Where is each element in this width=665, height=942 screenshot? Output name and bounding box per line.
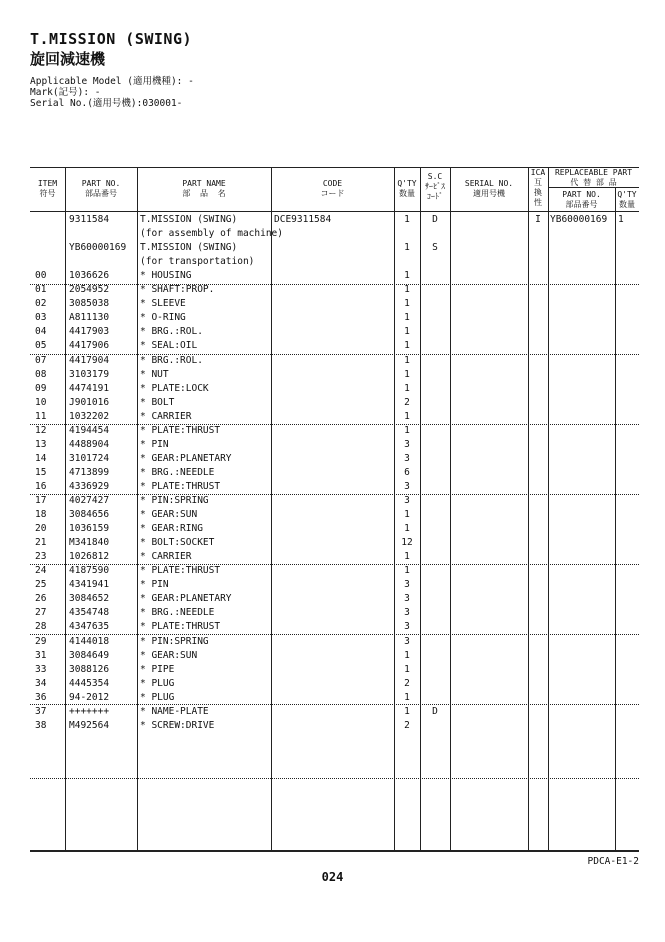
cell-part-no: 4417903 xyxy=(69,326,110,338)
cell-part-name: * PIN xyxy=(140,579,169,591)
cell-part-name: * CARRIER xyxy=(140,551,192,563)
cell-part-no: 3084652 xyxy=(69,593,110,605)
applicable-model: Applicable Model (適用機種): - xyxy=(30,76,194,87)
col-divider xyxy=(450,167,451,852)
cell-part-no: J901016 xyxy=(69,396,110,408)
cell-part-name: * GEAR:RING xyxy=(140,523,203,535)
cell-qty: 1 xyxy=(404,284,410,296)
cell-item: 11 xyxy=(35,410,47,422)
cell-part-no: 4417906 xyxy=(69,340,110,352)
cell-qty: 1 xyxy=(404,354,410,366)
cell-ica: I xyxy=(535,214,541,225)
cell-item: 29 xyxy=(35,635,47,647)
cell-qty: 1 xyxy=(404,242,410,254)
cell-qty: 1 xyxy=(404,410,410,422)
cell-item: 10 xyxy=(35,396,47,408)
cell-qty: 1 xyxy=(404,270,410,282)
col-divider xyxy=(548,167,549,852)
col-divider xyxy=(528,167,529,852)
cell-item: 33 xyxy=(35,663,47,675)
header-sc: S.C ｻｰﾋﾞｽ ｺｰﾄﾞ xyxy=(425,172,445,201)
cell-part-name: * CARRIER xyxy=(140,410,192,422)
cell-qty: 3 xyxy=(404,452,410,464)
cell-part-no: M492564 xyxy=(69,719,110,731)
cell-qty: 1 xyxy=(404,551,410,563)
cell-part-no: 4341941 xyxy=(69,579,110,591)
cell-part-no: 1032202 xyxy=(69,410,110,422)
cell-sc: S xyxy=(432,242,438,254)
cell-part-no: 3084656 xyxy=(69,509,110,521)
cell-qty: 1 xyxy=(404,663,410,675)
cell-part-name: * BRG.:NEEDLE xyxy=(140,607,215,619)
cell-part-no: 4713899 xyxy=(69,466,110,478)
cell-part-no: 4445354 xyxy=(69,677,110,689)
cell-part-name: * BRG.:ROL. xyxy=(140,326,203,338)
cell-qty: 3 xyxy=(404,579,410,591)
col-divider xyxy=(65,167,66,852)
cell-part-name: * PLUG xyxy=(140,691,175,703)
cell-item: 12 xyxy=(35,424,47,436)
group-separator xyxy=(30,424,639,425)
cell-part-name: * SHAFT:PROP. xyxy=(140,284,215,296)
group-separator xyxy=(30,354,639,355)
cell-qty: 2 xyxy=(404,677,410,689)
cell-part-name: * PLATE:LOCK xyxy=(140,382,209,394)
header-code: CODE コード xyxy=(320,179,345,198)
header-replaceable: REPLACEABLE PART 代 替 部 品 xyxy=(554,168,633,187)
cell-part-no: 4027427 xyxy=(69,495,110,506)
cell-qty: 1 xyxy=(404,705,410,717)
cell-qty: 3 xyxy=(404,621,410,633)
cell-qty: 3 xyxy=(404,593,410,605)
cell-part-name: * PIN:SPRING xyxy=(140,495,209,506)
cell-qty: 1 xyxy=(404,298,410,310)
mark-label: Mark(記号): - xyxy=(30,87,101,98)
cell-item: 05 xyxy=(35,340,47,352)
group-separator xyxy=(30,564,639,565)
cell-qty: 3 xyxy=(404,607,410,619)
cell-part-name: * O-RING xyxy=(140,312,186,324)
header-rep-part-no: PART NO. 部品番号 xyxy=(562,190,601,209)
header-serial-no: SERIAL NO. 適用号機 xyxy=(464,179,514,198)
cell-qty: 1 xyxy=(404,691,410,703)
cell-qty: 3 xyxy=(404,480,410,492)
cell-qty: 3 xyxy=(404,635,410,647)
page-title-jp: 旋回減速機 xyxy=(30,50,106,68)
cell-part-no: 1036626 xyxy=(69,270,110,282)
cell-item: 36 xyxy=(35,691,47,703)
cell-item: 23 xyxy=(35,551,47,563)
cell-item: 17 xyxy=(35,495,47,506)
header-part-name: PART NAME 部 品 名 xyxy=(182,179,226,198)
cell-item: 09 xyxy=(35,382,47,394)
cell-part-name: * GEAR:PLANETARY xyxy=(140,452,232,464)
cell-item: 25 xyxy=(35,579,47,591)
cell-part-name: * PLATE:THRUST xyxy=(140,480,221,492)
cell-part-name: * PIN:SPRING xyxy=(140,635,209,647)
cell-part-name: * GEAR:SUN xyxy=(140,509,198,521)
cell-item: 14 xyxy=(35,452,47,464)
col-divider xyxy=(137,167,138,852)
cell-part-name: * BRG.:NEEDLE xyxy=(140,466,215,478)
header-qty: Q'TY 数量 xyxy=(397,179,417,198)
cell-part-no: 4144018 xyxy=(69,635,110,647)
cell-qty: 1 xyxy=(404,424,410,436)
group-separator xyxy=(30,778,639,779)
cell-part-no: A811130 xyxy=(69,312,110,324)
cell-part-name: * SCREW:DRIVE xyxy=(140,719,215,731)
group-separator xyxy=(30,704,639,705)
cell-sc: D xyxy=(432,705,438,717)
header-rep-qty: Q'TY 数量 xyxy=(617,190,637,209)
cell-sc: D xyxy=(432,214,438,225)
cell-part-no: 3101724 xyxy=(69,452,110,464)
cell-item: 08 xyxy=(35,368,47,380)
cell-item: 02 xyxy=(35,298,47,310)
cell-part-name: * PIPE xyxy=(140,663,175,675)
cell-qty: 1 xyxy=(404,649,410,661)
cell-qty: 1 xyxy=(404,523,410,535)
cell-item: 03 xyxy=(35,312,47,324)
cell-qty: 12 xyxy=(401,537,413,549)
cell-part-name: * BOLT:SOCKET xyxy=(140,537,215,549)
cell-part-name: * SLEEVE xyxy=(140,298,186,310)
cell-part-name: * NAME-PLATE xyxy=(140,705,209,717)
col-divider xyxy=(420,167,421,852)
cell-part-name: * PIN xyxy=(140,438,169,450)
cell-item: 20 xyxy=(35,523,47,535)
cell-item: 24 xyxy=(35,565,47,577)
serial-label: Serial No.(適用号機):030001- xyxy=(30,98,183,109)
group-separator xyxy=(30,494,639,495)
cell-part-name: * NUT xyxy=(140,368,169,380)
cell-item: 28 xyxy=(35,621,47,633)
cell-part-no: 3088126 xyxy=(69,663,110,675)
cell-part-no: 4354748 xyxy=(69,607,110,619)
cell-part-no: 9311584 xyxy=(69,214,110,225)
cell-item: 07 xyxy=(35,354,47,366)
cell-part-no: YB60000169 xyxy=(69,242,127,254)
cell-qty: 2 xyxy=(404,396,410,408)
cell-part-name: * PLATE:THRUST xyxy=(140,621,221,633)
header-part-no: PART NO. 部品番号 xyxy=(81,179,121,198)
cell-part-no: 4488904 xyxy=(69,438,110,450)
cell-part-name: (for transportation) xyxy=(140,256,255,268)
cell-qty: 3 xyxy=(404,438,410,450)
cell-qty: 2 xyxy=(404,719,410,731)
cell-part-no: 4347635 xyxy=(69,621,110,633)
cell-qty: 1 xyxy=(404,565,410,577)
header-ica: ICA 互 換 性 xyxy=(530,168,546,207)
cell-part-no: +++++++ xyxy=(69,705,110,717)
col-divider xyxy=(615,187,616,852)
cell-qty: 1 xyxy=(404,368,410,380)
cell-item: 27 xyxy=(35,607,47,619)
cell-code: DCE9311584 xyxy=(274,214,332,225)
cell-item: 26 xyxy=(35,593,47,605)
group-separator xyxy=(30,284,639,285)
cell-qty: 1 xyxy=(404,312,410,324)
cell-item: 04 xyxy=(35,326,47,338)
cell-item: 37 xyxy=(35,705,47,717)
cell-part-no: 3103179 xyxy=(69,368,110,380)
cell-part-no: 4187590 xyxy=(69,565,110,577)
cell-part-name: * HOUSING xyxy=(140,270,192,282)
cell-part-no: 1026812 xyxy=(69,551,110,563)
cell-part-name: * BRG.:ROL. xyxy=(140,354,203,366)
cell-part-name: * PLATE:THRUST xyxy=(140,424,221,436)
cell-rep-qty: 1 xyxy=(618,214,624,225)
cell-part-name: * BOLT xyxy=(140,396,175,408)
cell-part-name: * SEAL:OIL xyxy=(140,340,198,352)
cell-part-name: * PLUG xyxy=(140,677,175,689)
cell-item: 34 xyxy=(35,677,47,689)
cell-qty: 1 xyxy=(404,382,410,394)
cell-qty: 1 xyxy=(404,214,410,225)
cell-part-no: 3085038 xyxy=(69,298,110,310)
cell-item: 38 xyxy=(35,719,47,731)
cell-part-name: T.MISSION (SWING) xyxy=(140,214,238,225)
cell-qty: 6 xyxy=(404,466,410,478)
cell-part-no: M341840 xyxy=(69,537,110,549)
cell-item: 15 xyxy=(35,466,47,478)
cell-qty: 1 xyxy=(404,340,410,352)
cell-part-no: 94-2012 xyxy=(69,691,110,703)
cell-part-name: (for assembly of machine) xyxy=(140,228,283,240)
cell-qty: 3 xyxy=(404,495,410,506)
cell-part-no: 4336929 xyxy=(69,480,110,492)
header-item: ITEM 符号 xyxy=(37,179,58,198)
cell-part-name: * GEAR:SUN xyxy=(140,649,198,661)
cell-qty: 1 xyxy=(404,509,410,521)
cell-qty: 1 xyxy=(404,326,410,338)
cell-item: 01 xyxy=(35,284,47,296)
cell-item: 16 xyxy=(35,480,47,492)
cell-part-name: T.MISSION (SWING) xyxy=(140,242,238,254)
cell-part-no: 1036159 xyxy=(69,523,110,535)
cell-part-no: 4474191 xyxy=(69,382,110,394)
parts-table xyxy=(30,167,639,852)
cell-part-no: 3084649 xyxy=(69,649,110,661)
cell-item: 31 xyxy=(35,649,47,661)
cell-part-name: * PLATE:THRUST xyxy=(140,565,221,577)
cell-item: 13 xyxy=(35,438,47,450)
page-title-en: T.MISSION (SWING) xyxy=(30,30,193,48)
cell-rep-part-no: YB60000169 xyxy=(550,214,608,225)
cell-part-no: 4417904 xyxy=(69,354,110,366)
cell-item: 18 xyxy=(35,509,47,521)
cell-item: 21 xyxy=(35,537,47,549)
group-separator xyxy=(30,634,639,635)
cell-part-no: 2054952 xyxy=(69,284,110,296)
page-number: 024 xyxy=(321,870,344,884)
cell-part-name: * GEAR:PLANETARY xyxy=(140,593,232,605)
cell-part-no: 4194454 xyxy=(69,424,110,436)
cell-item: 00 xyxy=(35,270,47,282)
document-code: PDCA-E1-2 xyxy=(587,856,639,867)
